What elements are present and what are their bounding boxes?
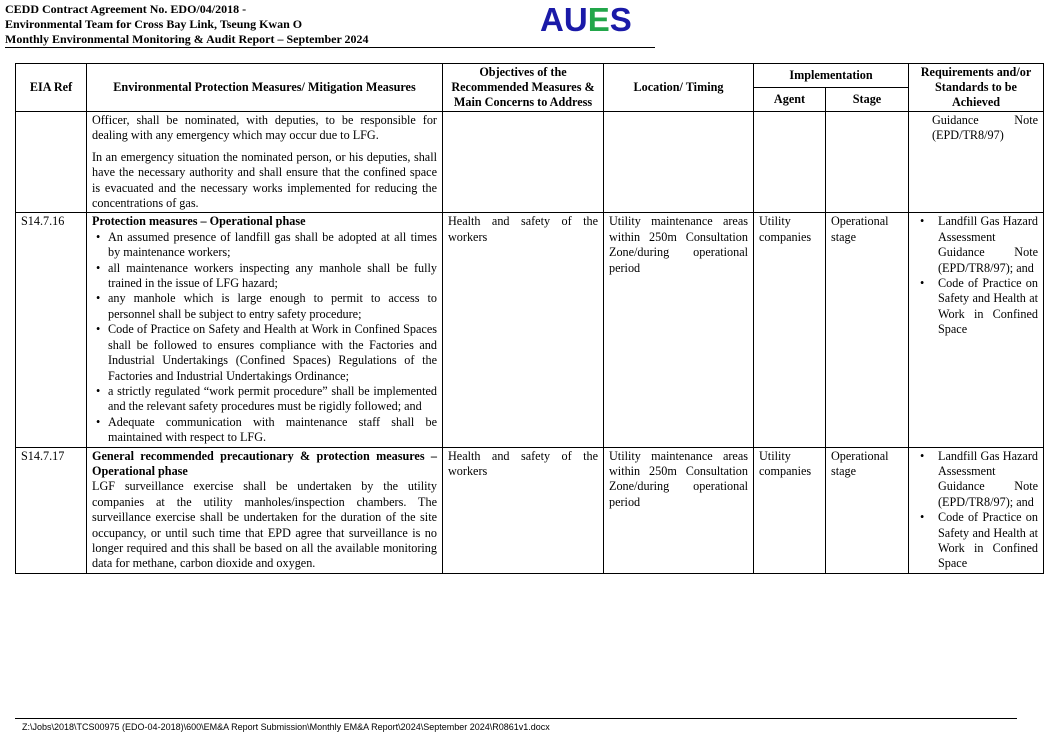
measure-paragraph: LGF surveillance exercise shall be undertaken by the utility companies at the utility manholes/inspection chambers. The surveillance exercise shall be undertaken for the duration of the site occupancy, or until such time that EPD agree that surveillance is no longer required and this shall be based on all the available monitoring data for methane, carbon dioxide and oxygen. <box>92 479 437 571</box>
row-stage <box>826 112 909 213</box>
row-eia-ref <box>16 112 87 213</box>
row-stage: Operational stage <box>826 213 909 447</box>
row-agent: Utility companies <box>754 213 826 447</box>
logo-letter-s: S <box>609 1 632 38</box>
row-measures <box>87 447 443 573</box>
row-objective: Health and safety of the workers <box>443 213 604 447</box>
col-header-agent: Agent <box>754 88 826 112</box>
measure-title: Protection measures – Operational phase <box>92 214 306 229</box>
row-location: Utility maintenance areas within 250m Consultation Zone/during operational period <box>604 213 754 447</box>
file-path-footer: Z:\Jobs\2018\TCS00975 (EDO-04-2018)\600\EM&A Report Submission\Monthly EM&A Report\2024\September 2024\R0861v1.docx <box>22 722 550 732</box>
row-objective <box>443 112 604 213</box>
row-requirements <box>909 447 1044 573</box>
measure-paragraph: Officer, shall be nominated, with deputies, to be responsible for dealing with any emergency which may occur due to LFG. <box>92 113 437 143</box>
requirement-list <box>914 214 1038 337</box>
table-row <box>16 112 1044 213</box>
row-eia-ref: S14.7.17 <box>16 447 87 573</box>
col-header-objectives: Objectives of the Recommended Measures & Main Concerns to Address <box>443 64 604 112</box>
col-header-requirements: Requirements and/or Standards to be Achieved <box>909 64 1044 112</box>
aues-logo <box>540 2 632 38</box>
col-header-eia-ref: EIA Ref <box>16 64 87 112</box>
row-eia-ref: S14.7.16 <box>16 213 87 447</box>
logo-letter-a: A <box>540 1 564 38</box>
contract-line: CEDD Contract Agreement No. EDO/04/2018 - <box>5 2 247 16</box>
measure-bullet: • Code of Practice on Safety and Health at Work in Confined Spaces shall be followed to ensures compliance with the Factories and Industrial Undertakings (Confined Spaces) Regulations of the Factories and Industrial Undertakings Ordinance; <box>108 322 437 384</box>
row-measures <box>87 213 443 447</box>
header-divider <box>5 47 655 48</box>
row-agent <box>754 112 826 213</box>
row-measures <box>87 112 443 213</box>
measure-bullet: • any manhole which is large enough to permit to access to personnel shall be subject to entry safety procedure; <box>108 291 437 322</box>
col-header-location: Location/ Timing <box>604 64 754 112</box>
footer-divider <box>15 718 1017 719</box>
table-row <box>16 447 1044 573</box>
row-agent: Utility companies <box>754 447 826 573</box>
requirement-item: • Landfill Gas Hazard Assessment Guidance Note (EPD/TR8/97); and <box>938 449 1038 511</box>
row-location: Utility maintenance areas within 250m Consultation Zone/during operational period <box>604 447 754 573</box>
measure-bullet: • all maintenance workers inspecting any manhole shall be fully trained in the issue of LFG hazard; <box>108 261 437 292</box>
logo-letter-e: E <box>587 1 610 38</box>
requirement-list <box>914 449 1038 572</box>
col-header-implementation: Implementation <box>754 64 909 88</box>
report-title-line: Monthly Environmental Monitoring & Audit Report – September 2024 <box>5 32 369 46</box>
measure-bullet: • An assumed presence of landfill gas shall be adopted at all times by maintenance workers; <box>108 230 437 261</box>
col-header-stage: Stage <box>826 88 909 112</box>
logo-letter-u: U <box>563 1 588 38</box>
row-location <box>604 112 754 213</box>
measure-bullet: • a strictly regulated “work permit procedure” shall be implemented and the relevant safety procedures must be rigidly followed; and <box>108 384 437 415</box>
requirement-item: • Landfill Gas Hazard Assessment Guidance Note (EPD/TR8/97); and <box>938 214 1038 276</box>
mitigation-measures-table <box>15 63 1044 574</box>
measure-bullet-list <box>92 230 437 446</box>
requirement-item: • Code of Practice on Safety and Health at Work in Confined Space <box>938 276 1038 338</box>
measure-bullet: • Adequate communication with maintenance staff shall be maintained with respect to LFG. <box>108 415 437 446</box>
table-row <box>16 213 1044 447</box>
row-requirement: Guidance Note (EPD/TR8/97) <box>909 112 1044 213</box>
team-line: Environmental Team for Cross Bay Link, Tseung Kwan O <box>5 17 303 31</box>
measure-paragraph: In an emergency situation the nominated person, or his deputies, shall have the necessary authority and shall ensure that the confined space is evacuated and the necessary works implemented for reducing the concentrations of gas. <box>92 149 437 211</box>
requirement-item: • Code of Practice on Safety and Health at Work in Confined Space <box>938 510 1038 572</box>
measure-title: General recommended precautionary & protection measures – Operational phase <box>92 448 437 478</box>
col-header-measures: Environmental Protection Measures/ Mitigation Measures <box>87 64 443 112</box>
row-objective: Health and safety of the workers <box>443 447 604 573</box>
row-stage: Operational stage <box>826 447 909 573</box>
row-requirements <box>909 213 1044 447</box>
